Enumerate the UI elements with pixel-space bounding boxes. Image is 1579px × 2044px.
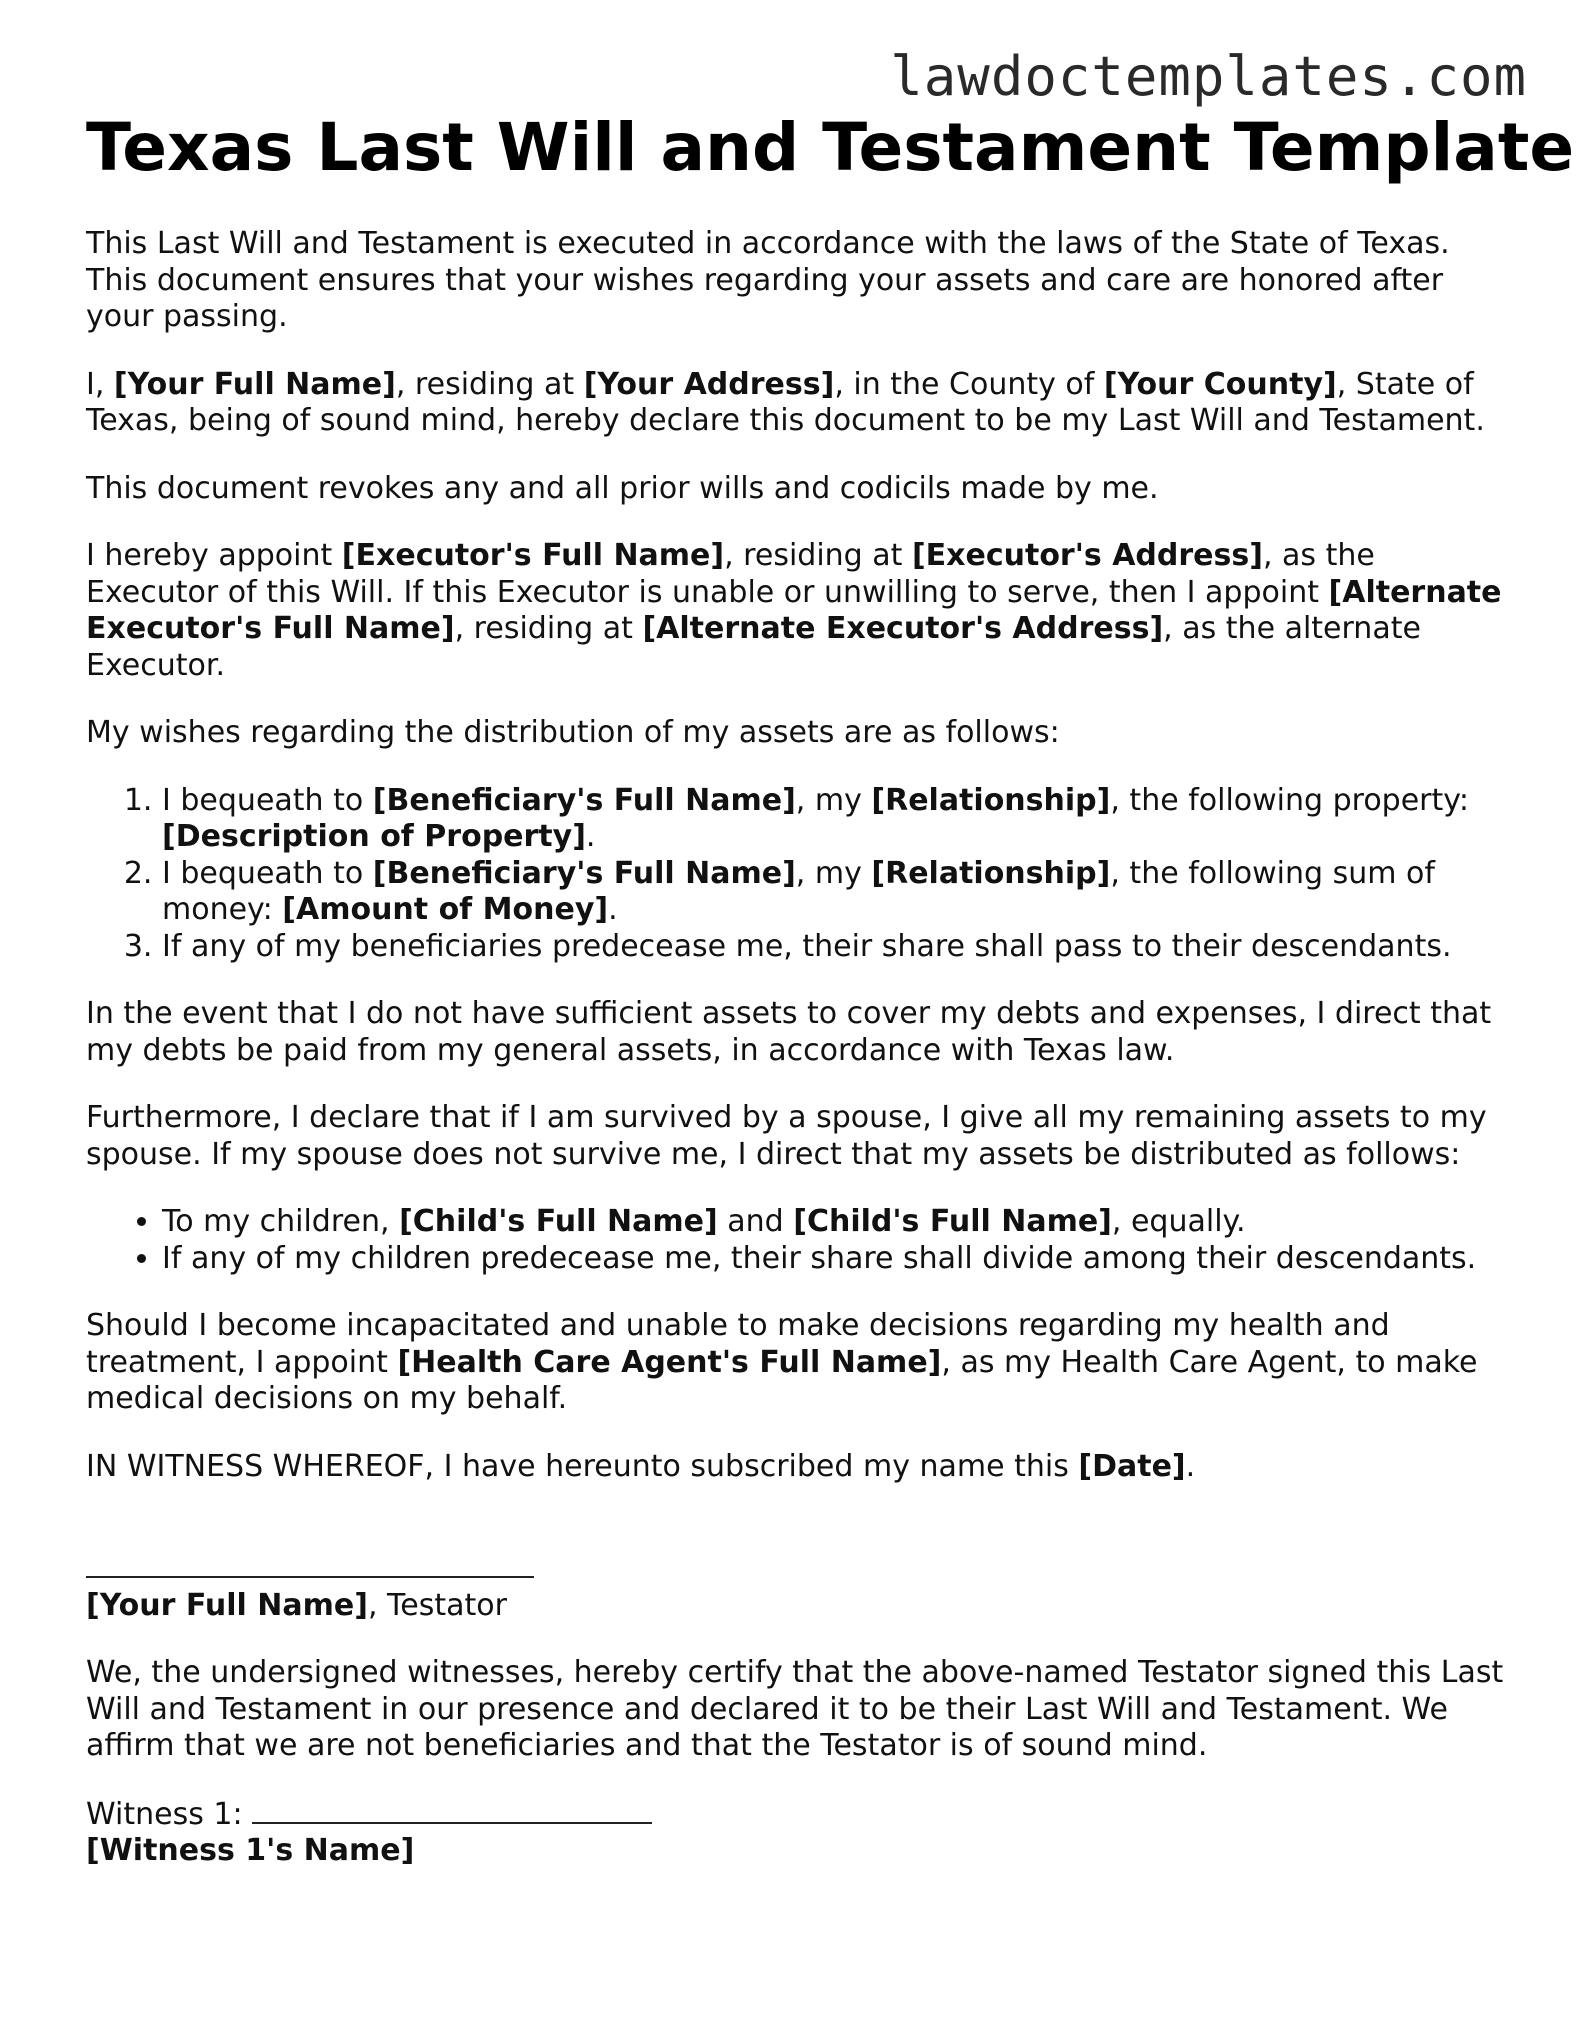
list-item: 3. If any of my beneficiaries predecease me, their share shall pass to their descendants.	[162, 929, 1506, 966]
alternate-executor-address-field: [Alternate Executor's Address]	[642, 611, 1164, 646]
witness-1-label: Witness 1:	[86, 1796, 253, 1832]
list-item: 2. I bequeath to [Beneficiary's Full Name], my [Relationship], the following sum of money: [Amount of Money].	[162, 856, 1506, 929]
executor-paragraph: I hereby appoint [Executor's Full Name], residing at [Executor's Address], as the Executor of this Will. If this Executor is unable or unwilling to serve, then I appoint [Alternate Executor's Full Name], residing at [Alternate Executor's Address], as the alternate Executor.	[86, 538, 1502, 683]
intro-paragraph: This Last Will and Testament is executed in accordance with the laws of the State of Texas. This document ensures that your wishes regarding your assets and care are honored after your passing.	[86, 226, 1450, 334]
debts-paragraph: In the event that I do not have sufficient assets to cover my debts and expenses, I direct that my debts be paid from my general assets, in accordance with Texas law.	[86, 996, 1492, 1068]
child-name-field: [Child's Full Name]	[399, 1204, 718, 1239]
site-watermark: lawdoctemplates.com	[890, 45, 1527, 108]
distribution-intro: My wishes regarding the distribution of my assets are as follows:	[86, 715, 1060, 750]
spouse-paragraph: Furthermore, I declare that if I am survived by a spouse, I give all my remaining assets to my spouse. If my spouse does not survive me, I direct that my assets be distributed as follows:	[86, 1100, 1487, 1172]
beneficiary-name-field: [Beneficiary's Full Name]	[372, 782, 796, 818]
list-item: • To my children, [Child's Full Name] and [Child's Full Name], equally.	[162, 1204, 1506, 1241]
child-name-field: [Child's Full Name]	[793, 1204, 1112, 1239]
witness-1-block	[86, 1796, 1506, 1870]
witness-1-signature-row	[86, 1796, 1506, 1834]
date-field: [Date]	[1078, 1448, 1186, 1484]
declaration-paragraph: I, [Your Full Name], residing at [Your Address], in the County of [Your County], State of Texas, being of sound mind, hereby declare this document to be my Last Will and Testament.	[86, 366, 1485, 438]
alternate-executor-name-field: [Alternate Executor's Full Name]	[86, 574, 1502, 646]
health-care-paragraph: Should I become incapacitated and unable to make decisions regarding my health and treatment, I appoint [Health Care Agent's Full Name], as my Health Care Agent, to make medical decisions on my behalf.	[86, 1308, 1478, 1416]
relationship-field: [Relationship]	[871, 782, 1111, 818]
list-item: 1. I bequeath to [Beneficiary's Full Name], my [Relationship], the following property: [Description of Property].	[162, 783, 1506, 856]
executor-address-field: [Executor's Address]	[911, 538, 1263, 573]
document-body	[86, 226, 1506, 1870]
testator-name-field: [Your Full Name]	[113, 366, 396, 402]
list-item: • If any of my children predecease me, their share shall divide among their descendants.	[162, 1241, 1506, 1278]
relationship-field: [Relationship]	[871, 855, 1111, 891]
children-list	[86, 1204, 1506, 1277]
testator-name-field: [Your Full Name]	[86, 1587, 368, 1623]
witness-1-name-field: [Witness 1's Name]	[86, 1833, 415, 1868]
executor-name-field: [Executor's Full Name]	[341, 538, 725, 573]
money-amount-field: [Amount of Money]	[282, 892, 609, 927]
testator-signature-line[interactable]	[86, 1550, 1506, 1588]
witness-1-signature-line[interactable]	[252, 1796, 652, 1824]
document-title: Texas Last Will and Testament Template	[86, 109, 1575, 186]
beneficiary-name-field: [Beneficiary's Full Name]	[372, 855, 796, 891]
property-description-field: [Description of Property]	[162, 819, 586, 854]
revocation-paragraph: This document revokes any and all prior wills and codicils made by me.	[86, 470, 1159, 506]
witness-clause: IN WITNESS WHEREOF, I have hereunto subscribed my name this [Date].	[86, 1448, 1196, 1484]
health-care-agent-field: [Health Care Agent's Full Name]	[397, 1344, 942, 1380]
testator-county-field: [Your County]	[1103, 366, 1337, 402]
testator-address-field: [Your Address]	[583, 366, 835, 402]
testator-signature-caption: [Your Full Name], Testator	[86, 1587, 507, 1623]
bequest-list	[86, 783, 1506, 966]
attestation-paragraph: We, the undersigned witnesses, hereby certify that the above-named Testator signed this Last Will and Testament in our presence and declared it to be their Last Will and Testament. We affirm that we are not beneficiaries and that the Testator is of sound mind.	[86, 1655, 1504, 1763]
